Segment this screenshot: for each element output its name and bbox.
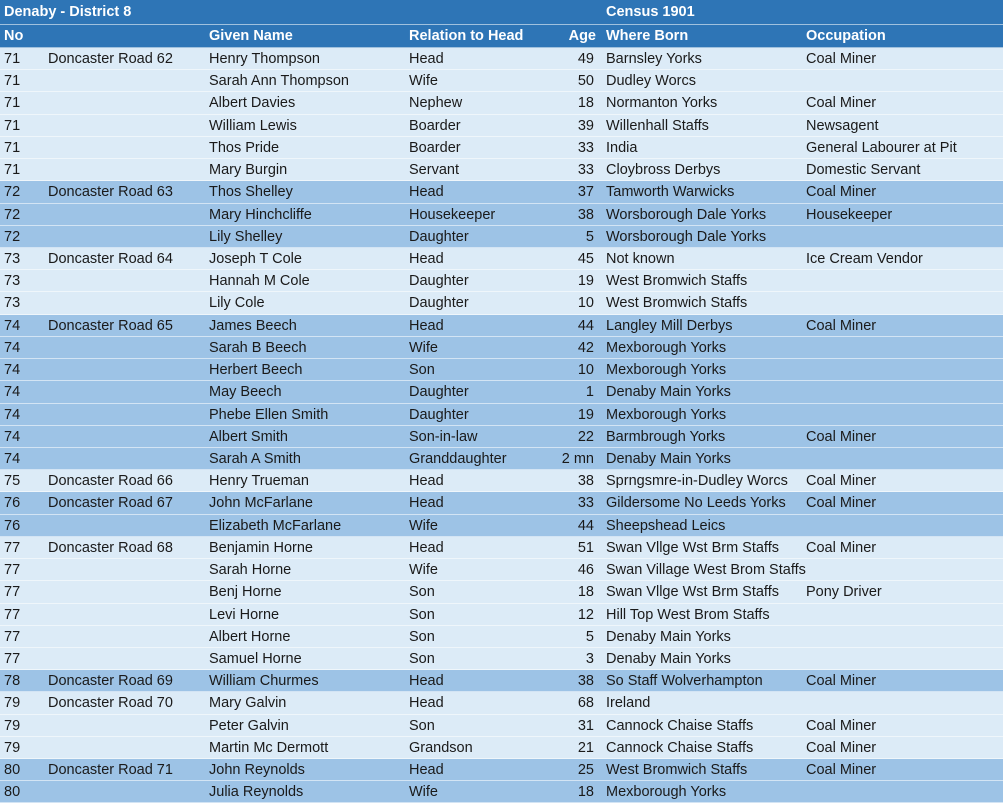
- cell-age: 51: [577, 540, 594, 556]
- cell-no: 80: [4, 784, 21, 800]
- cell-no: 73: [4, 273, 21, 289]
- cell-occupation: Coal Miner: [806, 495, 877, 511]
- cell-occupation: Housekeeper: [806, 207, 893, 223]
- cell-given-name: Sarah Ann Thompson: [209, 73, 349, 89]
- cell-where-born: Sheepshead Leics: [606, 518, 726, 534]
- table-row: [0, 604, 1003, 626]
- cell-where-born: Denaby Main Yorks: [606, 629, 731, 645]
- cell-age: 31: [577, 718, 594, 734]
- cell-no: 79: [4, 695, 21, 711]
- cell-where-born: So Staff Wolverhampton: [606, 673, 763, 689]
- cell-occupation: Coal Miner: [806, 51, 877, 67]
- column-header-no: No: [4, 28, 24, 44]
- cell-occupation: Pony Driver: [806, 584, 882, 600]
- cell-where-born: Sprngsmre-in-Dudley Worcs: [606, 473, 788, 489]
- cell-no: 78: [4, 673, 21, 689]
- cell-given-name: Martin Mc Dermott: [209, 740, 329, 756]
- table-row: [0, 559, 1003, 581]
- column-header-given-name: Given Name: [209, 28, 293, 44]
- cell-where-born: Tamworth Warwicks: [606, 184, 735, 200]
- table-row: [0, 248, 1003, 270]
- cell-given-name: Mary Galvin: [209, 695, 287, 711]
- table-row: [0, 781, 1003, 803]
- cell-where-born: Mexborough Yorks: [606, 407, 727, 423]
- cell-where-born: Mexborough Yorks: [606, 362, 727, 378]
- cell-no: 72: [4, 207, 21, 223]
- table-row: [0, 92, 1003, 115]
- cell-no: 74: [4, 340, 21, 356]
- cell-occupation: Coal Miner: [806, 95, 877, 111]
- cell-given-name: Benjamin Horne: [209, 540, 313, 556]
- cell-relation: Head: [409, 673, 444, 689]
- cell-given-name: William Lewis: [209, 118, 297, 134]
- cell-no: 74: [4, 362, 21, 378]
- cell-age: 19: [577, 407, 594, 423]
- cell-no: 77: [4, 651, 21, 667]
- cell-relation: Son: [409, 629, 435, 645]
- cell-where-born: Hill Top West Brom Staffs: [606, 607, 770, 623]
- cell-where-born: Barmbrough Yorks: [606, 429, 726, 445]
- cell-where-born: Swan Vllge Wst Brm Staffs: [606, 540, 779, 556]
- table-row: [0, 137, 1003, 159]
- cell-relation: Head: [409, 184, 444, 200]
- cell-age: 21: [577, 740, 594, 756]
- table-row: [0, 759, 1003, 781]
- cell-no: 77: [4, 607, 21, 623]
- cell-relation: Daughter: [409, 384, 469, 400]
- cell-age: 38: [577, 473, 594, 489]
- cell-no: 77: [4, 540, 21, 556]
- cell-occupation: Newsagent: [806, 118, 879, 134]
- table-row: [0, 737, 1003, 759]
- cell-given-name: Levi Horne: [209, 607, 280, 623]
- cell-where-born: Barnsley Yorks: [606, 51, 702, 67]
- column-header-age: Age: [568, 28, 596, 44]
- cell-age: 10: [577, 362, 594, 378]
- cell-given-name: Lily Cole: [209, 295, 265, 311]
- cell-relation: Servant: [409, 162, 459, 178]
- cell-relation: Granddaughter: [409, 451, 507, 467]
- cell-occupation: Coal Miner: [806, 740, 877, 756]
- cell-occupation: Coal Miner: [806, 184, 877, 200]
- cell-given-name: Thos Pride: [209, 140, 280, 156]
- cell-occupation: Coal Miner: [806, 318, 877, 334]
- cell-given-name: Henry Thompson: [209, 51, 320, 67]
- cell-age: 33: [577, 140, 594, 156]
- cell-age: 1: [585, 384, 594, 400]
- cell-where-born: Cloybross Derbys: [606, 162, 721, 178]
- cell-given-name: Joseph T Cole: [209, 251, 302, 267]
- cell-relation: Head: [409, 495, 444, 511]
- table-row: [0, 359, 1003, 381]
- cell-where-born: Cannock Chaise Staffs: [606, 740, 754, 756]
- cell-age: 5: [585, 629, 594, 645]
- cell-age: 68: [577, 695, 594, 711]
- cell-age: 22: [577, 429, 594, 445]
- cell-age: 12: [577, 607, 594, 623]
- column-header-row: [0, 25, 1003, 48]
- district-title: Denaby - District 8: [4, 4, 132, 20]
- cell-relation: Son: [409, 584, 435, 600]
- census-title: Census 1901: [606, 4, 695, 20]
- cell-age: 18: [577, 95, 594, 111]
- cell-age: 46: [577, 562, 594, 578]
- cell-relation: Daughter: [409, 273, 469, 289]
- table-row: [0, 315, 1003, 337]
- cell-no: 72: [4, 184, 21, 200]
- cell-occupation: Domestic Servant: [806, 162, 921, 178]
- cell-age: 25: [577, 762, 594, 778]
- cell-no: 79: [4, 740, 21, 756]
- table-row: [0, 692, 1003, 715]
- table-row: [0, 670, 1003, 692]
- cell-age: 19: [577, 273, 594, 289]
- cell-given-name: Herbert Beech: [209, 362, 303, 378]
- cell-no: 74: [4, 429, 21, 445]
- cell-age: 18: [577, 784, 594, 800]
- cell-given-name: Mary Burgin: [209, 162, 288, 178]
- cell-no: 71: [4, 73, 21, 89]
- cell-where-born: Mexborough Yorks: [606, 784, 727, 800]
- table-row: [0, 159, 1003, 181]
- cell-relation: Daughter: [409, 407, 469, 423]
- cell-no: 77: [4, 584, 21, 600]
- table-row: [0, 470, 1003, 492]
- cell-relation: Nephew: [409, 95, 463, 111]
- cell-no: 76: [4, 495, 21, 511]
- table-row: [0, 337, 1003, 359]
- cell-where-born: Denaby Main Yorks: [606, 384, 731, 400]
- cell-age: 50: [577, 73, 594, 89]
- cell-relation: Head: [409, 762, 444, 778]
- cell-age: 38: [577, 673, 594, 689]
- table-row: [0, 48, 1003, 70]
- cell-relation: Head: [409, 318, 444, 334]
- cell-given-name: John McFarlane: [209, 495, 313, 511]
- table-row: [0, 448, 1003, 470]
- table-row: [0, 115, 1003, 137]
- table-row: [0, 715, 1003, 737]
- table-row: [0, 404, 1003, 426]
- cell-relation: Boarder: [409, 140, 461, 156]
- column-header-relation: Relation to Head: [409, 28, 524, 44]
- cell-no: 71: [4, 95, 21, 111]
- cell-where-born: India: [606, 140, 638, 156]
- cell-address: Doncaster Road 65: [48, 318, 173, 334]
- cell-relation: Housekeeper: [409, 207, 496, 223]
- cell-address: Doncaster Road 67: [48, 495, 173, 511]
- cell-relation: Wife: [409, 518, 438, 534]
- cell-given-name: Thos Shelley: [209, 184, 293, 200]
- table-row: [0, 381, 1003, 404]
- cell-given-name: May Beech: [209, 384, 282, 400]
- cell-relation: Grandson: [409, 740, 473, 756]
- cell-relation: Wife: [409, 784, 438, 800]
- table-row: [0, 515, 1003, 537]
- cell-occupation: Coal Miner: [806, 762, 877, 778]
- cell-no: 73: [4, 251, 21, 267]
- cell-no: 77: [4, 629, 21, 645]
- cell-relation: Wife: [409, 340, 438, 356]
- cell-where-born: Not known: [606, 251, 675, 267]
- cell-where-born: Cannock Chaise Staffs: [606, 718, 754, 734]
- cell-occupation: Coal Miner: [806, 718, 877, 734]
- cell-given-name: Sarah A Smith: [209, 451, 301, 467]
- cell-no: 74: [4, 318, 21, 334]
- cell-age: 3: [585, 651, 594, 667]
- cell-address: Doncaster Road 71: [48, 762, 173, 778]
- cell-age: 42: [577, 340, 594, 356]
- cell-age: 2 mn: [561, 451, 594, 467]
- cell-age: 33: [577, 162, 594, 178]
- title-row: [0, 0, 1003, 25]
- cell-where-born: Ireland: [606, 695, 651, 711]
- cell-where-born: Worsborough Dale Yorks: [606, 229, 767, 245]
- cell-age: 45: [577, 251, 594, 267]
- table-row: [0, 537, 1003, 559]
- cell-given-name: Mary Hinchcliffe: [209, 207, 312, 223]
- cell-given-name: Peter Galvin: [209, 718, 289, 734]
- cell-given-name: Lily Shelley: [209, 229, 283, 245]
- cell-no: 74: [4, 384, 21, 400]
- table-row: [0, 270, 1003, 292]
- table-row: [0, 181, 1003, 204]
- cell-given-name: Samuel Horne: [209, 651, 302, 667]
- cell-occupation: Coal Miner: [806, 473, 877, 489]
- cell-relation: Son-in-law: [409, 429, 478, 445]
- cell-age: 44: [577, 318, 594, 334]
- cell-given-name: Elizabeth McFarlane: [209, 518, 342, 534]
- cell-relation: Head: [409, 540, 444, 556]
- cell-given-name: Phebe Ellen Smith: [209, 407, 329, 423]
- cell-no: 71: [4, 118, 21, 134]
- cell-where-born: Denaby Main Yorks: [606, 451, 731, 467]
- cell-age: 33: [577, 495, 594, 511]
- cell-no: 76: [4, 518, 21, 534]
- cell-no: 71: [4, 51, 21, 67]
- cell-given-name: Hannah M Cole: [209, 273, 310, 289]
- cell-age: 39: [577, 118, 594, 134]
- cell-where-born: West Bromwich Staffs: [606, 295, 748, 311]
- cell-where-born: Swan Village West Brom Staffs: [606, 562, 806, 578]
- cell-relation: Boarder: [409, 118, 461, 134]
- cell-relation: Daughter: [409, 295, 469, 311]
- table-row: [0, 648, 1003, 670]
- cell-age: 49: [577, 51, 594, 67]
- cell-no: 77: [4, 562, 21, 578]
- cell-where-born: Worsborough Dale Yorks: [606, 207, 767, 223]
- cell-relation: Head: [409, 473, 444, 489]
- cell-where-born: Dudley Worcs: [606, 73, 696, 89]
- cell-where-born: Normanton Yorks: [606, 95, 718, 111]
- cell-address: Doncaster Road 66: [48, 473, 173, 489]
- cell-occupation: Coal Miner: [806, 540, 877, 556]
- cell-given-name: William Churmes: [209, 673, 319, 689]
- cell-no: 73: [4, 295, 21, 311]
- cell-age: 10: [577, 295, 594, 311]
- cell-where-born: Swan Vllge Wst Brm Staffs: [606, 584, 779, 600]
- cell-occupation: Ice Cream Vendor: [806, 251, 923, 267]
- cell-given-name: Albert Horne: [209, 629, 291, 645]
- cell-where-born: Gildersome No Leeds Yorks: [606, 495, 786, 511]
- cell-occupation: Coal Miner: [806, 673, 877, 689]
- cell-address: Doncaster Road 68: [48, 540, 173, 556]
- cell-relation: Wife: [409, 562, 438, 578]
- cell-address: Doncaster Road 63: [48, 184, 173, 200]
- table-row: [0, 204, 1003, 226]
- cell-given-name: Benj Horne: [209, 584, 282, 600]
- cell-occupation: Coal Miner: [806, 429, 877, 445]
- table-row: [0, 292, 1003, 315]
- cell-age: 5: [585, 229, 594, 245]
- cell-no: 80: [4, 762, 21, 778]
- cell-address: Doncaster Road 62: [48, 51, 173, 67]
- cell-where-born: Langley Mill Derbys: [606, 318, 733, 334]
- cell-where-born: West Bromwich Staffs: [606, 273, 748, 289]
- cell-relation: Wife: [409, 73, 438, 89]
- cell-given-name: Sarah Horne: [209, 562, 292, 578]
- cell-where-born: Denaby Main Yorks: [606, 651, 731, 667]
- cell-no: 74: [4, 451, 21, 467]
- cell-no: 75: [4, 473, 21, 489]
- cell-age: 44: [577, 518, 594, 534]
- cell-no: 74: [4, 407, 21, 423]
- cell-relation: Daughter: [409, 229, 469, 245]
- table-row: [0, 492, 1003, 515]
- cell-age: 37: [577, 184, 594, 200]
- cell-relation: Head: [409, 695, 444, 711]
- cell-relation: Son: [409, 718, 435, 734]
- table-row: [0, 626, 1003, 648]
- column-header-where-born: Where Born: [606, 28, 689, 44]
- cell-no: 79: [4, 718, 21, 734]
- cell-given-name: Julia Reynolds: [209, 784, 304, 800]
- cell-no: 72: [4, 229, 21, 245]
- cell-given-name: James Beech: [209, 318, 297, 334]
- cell-no: 71: [4, 162, 21, 178]
- cell-relation: Son: [409, 362, 435, 378]
- cell-given-name: Henry Trueman: [209, 473, 309, 489]
- cell-where-born: West Bromwich Staffs: [606, 762, 748, 778]
- table-row: [0, 581, 1003, 604]
- cell-age: 18: [577, 584, 594, 600]
- cell-given-name: Albert Smith: [209, 429, 288, 445]
- cell-where-born: Willenhall Staffs: [606, 118, 709, 134]
- cell-age: 38: [577, 207, 594, 223]
- cell-address: Doncaster Road 64: [48, 251, 173, 267]
- cell-given-name: Albert Davies: [209, 95, 296, 111]
- cell-where-born: Mexborough Yorks: [606, 340, 727, 356]
- cell-no: 71: [4, 140, 21, 156]
- table-row: [0, 226, 1003, 248]
- cell-address: Doncaster Road 69: [48, 673, 173, 689]
- table-row: [0, 426, 1003, 448]
- table-row: [0, 70, 1003, 92]
- cell-given-name: John Reynolds: [209, 762, 305, 778]
- column-header-occupation: Occupation: [806, 28, 886, 44]
- cell-relation: Head: [409, 251, 444, 267]
- cell-occupation: General Labourer at Pit: [806, 140, 957, 156]
- cell-address: Doncaster Road 70: [48, 695, 173, 711]
- cell-relation: Son: [409, 651, 435, 667]
- cell-relation: Head: [409, 51, 444, 67]
- cell-given-name: Sarah B Beech: [209, 340, 307, 356]
- cell-relation: Son: [409, 607, 435, 623]
